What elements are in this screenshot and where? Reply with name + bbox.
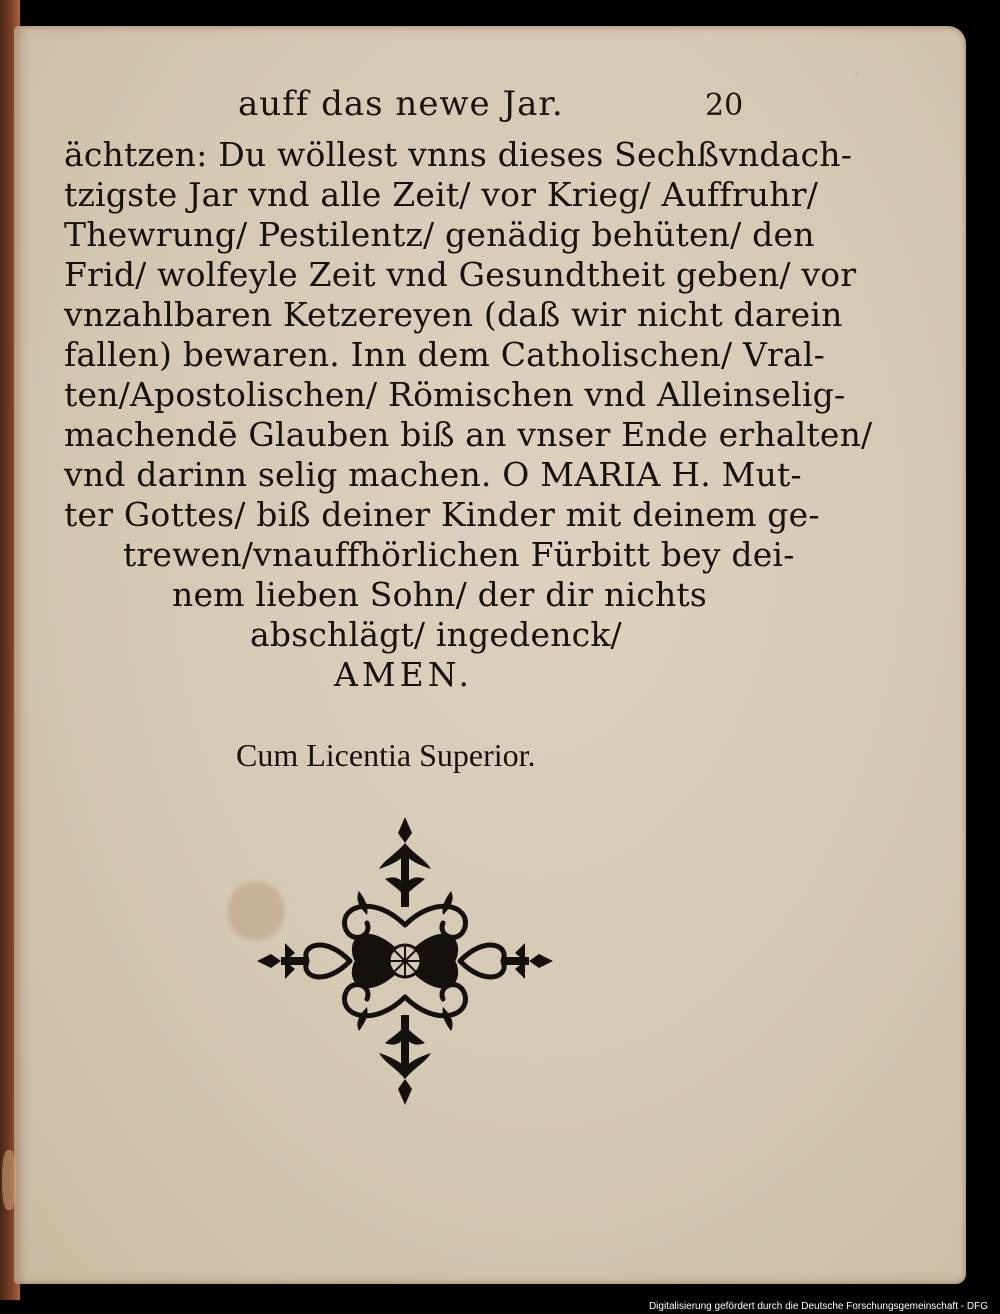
running-head: auff das newe Jar. xyxy=(238,84,564,124)
text-line: machendē Glauben biß an vnser Ende erhalten/ xyxy=(64,415,873,454)
text-line: trewen/vnauffhörlichen Fürbitt bey dei- xyxy=(123,535,795,574)
text-line: ter Gottes/ biß deiner Kinder mit deinem ge- xyxy=(64,495,820,534)
text-line: nem lieben Sohn/ der dir nichts xyxy=(172,575,707,614)
text-line: fallen) bewaren. Inn dem Catholischen/ Vral- xyxy=(64,335,825,374)
amen-line: AMEN. xyxy=(334,655,473,694)
text-line: ächtzen: Du wöllest vnns dieses Sechßvndach- xyxy=(64,135,853,174)
edge-stain xyxy=(2,1150,16,1210)
paper-speck xyxy=(855,72,859,76)
fleuron-ornament-icon xyxy=(255,815,555,1107)
text-line: Frid/ wolfeyle Zeit vnd Gesundtheit geben/ vor xyxy=(64,255,857,294)
text-line: vnzahlbaren Ketzereyen (daß wir nicht darein xyxy=(64,295,843,334)
text-line: ten/Apostolischen/ Römischen vnd Alleinselig- xyxy=(64,375,846,414)
text-line: Thewrung/ Pestilentz/ genädig behüten/ den xyxy=(64,215,815,254)
page-number: 20 xyxy=(705,88,744,123)
text-line: vnd darinn selig machen. O MARIA H. Mut- xyxy=(64,455,802,494)
text-line: abschlägt/ ingedenck/ xyxy=(250,615,622,654)
license-imprint: Cum Licentia Superior. xyxy=(236,737,536,773)
digitization-credit: Digitalisierung gefördert durch die Deutsche Forschungsgemeinschaft - DFG xyxy=(648,1301,988,1312)
text-line: tzigste Jar vnd alle Zeit/ vor Krieg/ Auffruhr/ xyxy=(64,175,819,214)
